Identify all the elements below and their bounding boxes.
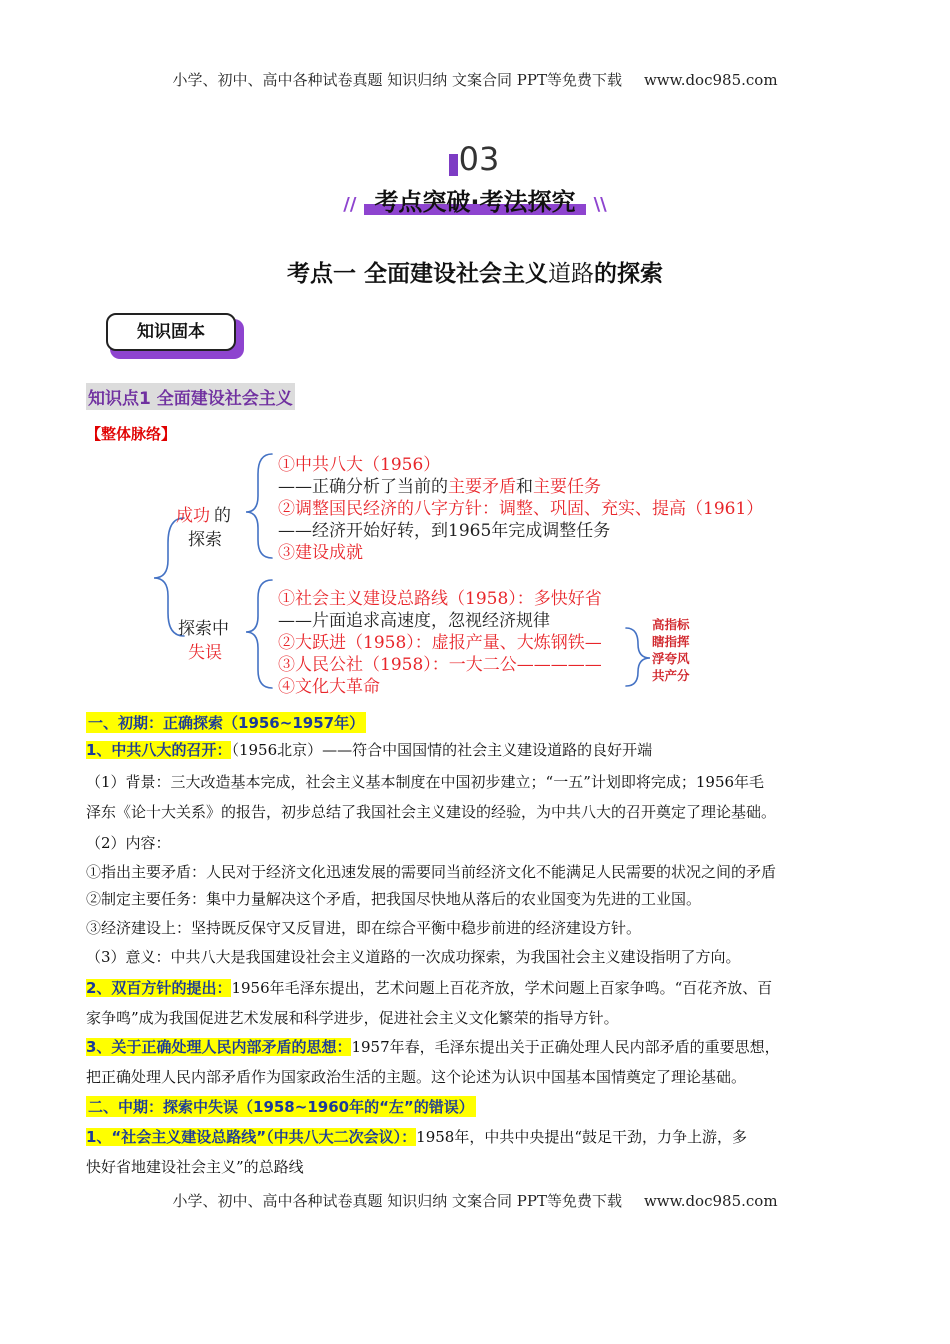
- para-4: ①指出主要矛盾：人民对于经济文化迅速发展的需要同当前经济文化不能满足人民需要的状况之间的矛盾: [86, 863, 777, 881]
- footer-url[interactable]: www.doc985.com: [643, 1192, 778, 1210]
- success-item-2: ②调整国民经济的八字方针：调整、巩固、充实、提高（1961）: [278, 499, 764, 519]
- s1-sub-d: 主要任务: [533, 477, 601, 497]
- para-10b: 快好省地建设社会主义”的总路线: [86, 1158, 304, 1176]
- knowledge-badge: [106, 313, 242, 357]
- heading-early-period: 一、初期：正确探索（1956~1957年）: [88, 714, 365, 732]
- page-footer: [0, 1190, 950, 1211]
- kaodian-prefix: 考点一 全面建设社会主义: [286, 261, 548, 287]
- error-item-1-sub: ——片面追求高速度，忽视经济规律: [278, 611, 550, 631]
- side-note-4: 共产分: [652, 668, 690, 683]
- section-title-text: 考点突破·考法探究: [374, 188, 576, 216]
- overview-diagram: [150, 448, 764, 698]
- success-item-2-sub: ——经济开始好转，到1965年完成调整任务: [278, 521, 611, 541]
- overview-label: 【整体脉络】: [86, 425, 177, 443]
- side-note-2: 瞎指挥: [652, 634, 690, 649]
- kaodian-light: 道路: [548, 261, 594, 287]
- error-label-b: 失误: [188, 643, 222, 663]
- para-9-highlight: 3、关于正确处理人民内部矛盾的思想：: [86, 1038, 352, 1056]
- error-item-4: ④文化大革命: [278, 677, 380, 697]
- para-8a: [86, 978, 772, 998]
- success-label-a: 成功: [176, 506, 210, 526]
- para-7: （3）意义：中共八大是我国建设社会主义道路的一次成功探索，为我国社会主义建设指明了方向。: [86, 948, 741, 966]
- brace-success: [246, 454, 272, 558]
- para-2b: 泽东《论十大关系》的报告，初步总结了我国社会主义建设的经验，为中共八大的召开奠定了理论基础。: [86, 803, 777, 821]
- error-label-a: 探索中: [178, 619, 229, 639]
- s1-sub-a: ——正确分析了当前的: [278, 477, 448, 497]
- success-label-b: 的: [214, 506, 231, 526]
- section-number-text: 03: [458, 140, 500, 178]
- para-10-text: 1958年，中共中央提出“鼓足干劲，力争上游，多: [416, 1128, 748, 1146]
- heading-middle-period: 二、中期：探索中失误（1958~1960年的“左”的错误）: [88, 1098, 474, 1116]
- para-3: （2）内容：: [86, 834, 171, 852]
- brace-error: [246, 580, 272, 688]
- para-1-highlight: 1、中共八大的召开：: [86, 741, 232, 759]
- s1-sub-b: 主要矛盾: [448, 477, 516, 497]
- s1-sub-c: 和: [516, 477, 533, 497]
- para-8-text: 1956年毛泽东提出，艺术问题上百花齐放，学术问题上百家争鸣。“百花齐放、百: [231, 979, 773, 997]
- para-10a: [86, 1127, 747, 1147]
- success-label-c: 探索: [188, 530, 222, 550]
- knowledge-point-title: 知识点1 全面建设社会主义: [86, 383, 295, 410]
- header-text: 小学、初中、高中各种试卷真题 知识归纳 文案合同 PPT等免费下载: [172, 71, 622, 89]
- success-item-1: ①中共八大（1956）: [278, 455, 441, 475]
- badge-label: 知识固本: [106, 313, 236, 351]
- header-url[interactable]: www.doc985.com: [643, 71, 778, 89]
- side-note-3: 浮夸风: [652, 651, 690, 666]
- footer-text: 小学、初中、高中各种试卷真题 知识归纳 文案合同 PPT等免费下载: [172, 1192, 622, 1210]
- success-item-3: ③建设成就: [278, 543, 363, 563]
- para-8b: 家争鸣”成为我国促进艺术发展和科学进步，促进社会主义文化繁荣的指导方针。: [86, 1009, 619, 1027]
- para-1: [86, 740, 652, 760]
- para-2a: （1）背景：三大改造基本完成，社会主义基本制度在中国初步建立；“一五”计划即将完成；1956年毛: [86, 773, 765, 791]
- deco-slashes-left: //: [343, 194, 357, 215]
- para-9-text: 1957年春，毛泽东提出关于正确处理人民内部矛盾的重要思想，: [351, 1038, 780, 1056]
- error-item-2: ②大跃进（1958）：虚报产量、大炼钢铁—: [278, 633, 602, 653]
- para-1-text: （1956北京）——符合中国国情的社会主义建设道路的良好开端: [231, 741, 653, 759]
- section-title: [0, 182, 950, 217]
- page-header: [0, 69, 950, 90]
- section-number: [0, 140, 950, 178]
- kaodian-suffix: 的探索: [594, 261, 663, 287]
- para-9b: 把正确处理人民内部矛盾作为国家政治生活的主题。这个论述为认识中国基本国情奠定了理论基础。: [86, 1068, 747, 1086]
- deco-slashes-right: \\: [593, 194, 607, 215]
- error-item-1: ①社会主义建设总路线（1958）：多快好省: [278, 589, 602, 609]
- para-6: ③经济建设上：坚持既反保守又反冒进，即在综合平衡中稳步前进的经济建设方针。: [86, 919, 642, 937]
- para-5: ②制定主要任务：集中力量解决这个矛盾，把我国尽快地从落后的农业国变为先进的工业国。: [86, 890, 702, 908]
- brace-side: [626, 628, 650, 686]
- para-8-highlight: 2、双百方针的提出：: [86, 979, 232, 997]
- kaodian-title: [0, 255, 950, 288]
- para-9a: [86, 1037, 780, 1057]
- para-10-highlight: 1、“社会主义建设总路线”（中共八大二次会议）：: [86, 1128, 417, 1146]
- error-item-3: ③人民公社（1958）：一大二公—————: [278, 655, 602, 675]
- side-note-1: 高指标: [652, 617, 690, 632]
- number-accent: [449, 154, 458, 176]
